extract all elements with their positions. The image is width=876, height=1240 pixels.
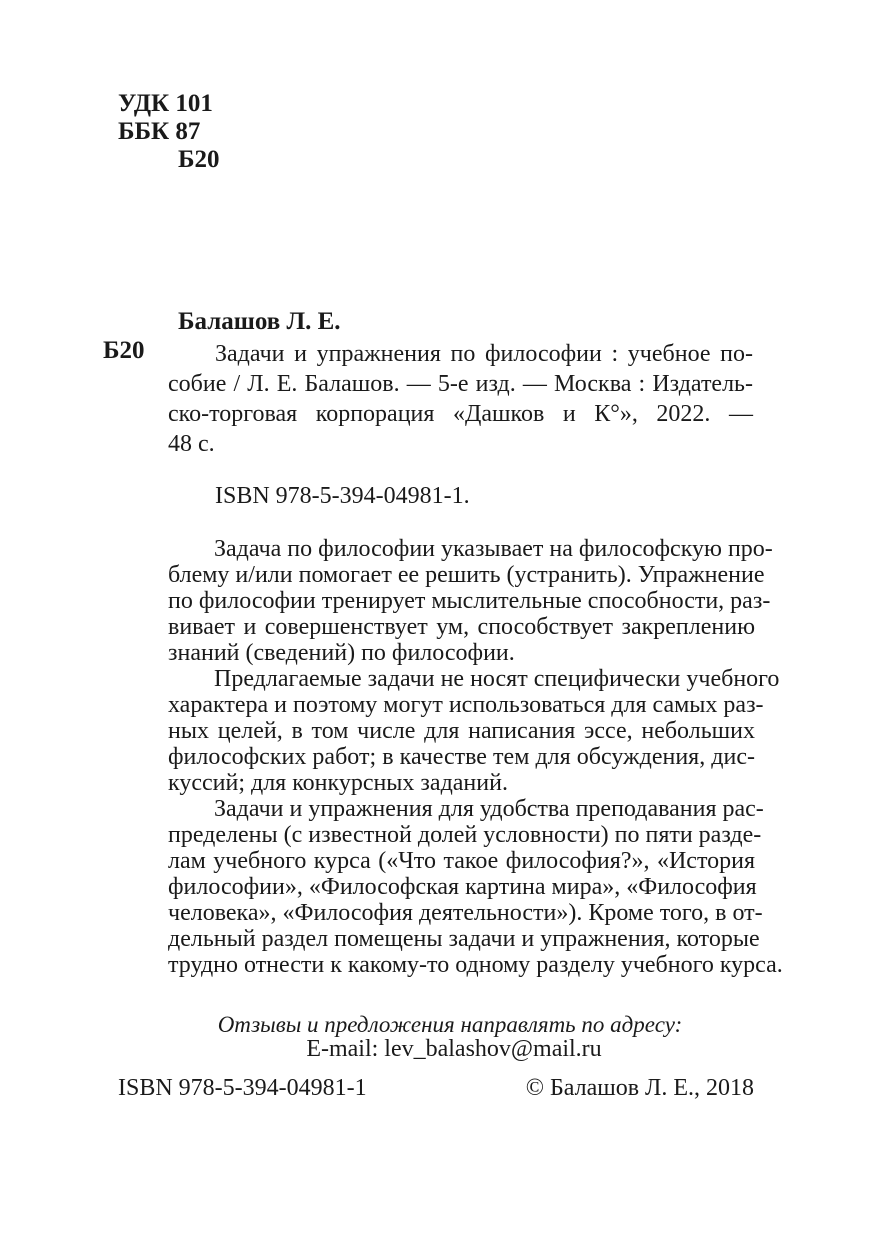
annotation-line: Предлагаемые задачи не носят специфически учебного	[214, 666, 780, 692]
footer-isbn: ISBN 978-5-394-04981-1	[118, 1075, 367, 1101]
annotation-paragraph	[168, 536, 773, 666]
bbk-code: ББК 87	[118, 118, 201, 145]
annotation-line: лам учебного курса («Что такое философия?», «История	[168, 848, 755, 874]
annotation-line: вивает и совершенствует ум, способствует закреплению	[168, 614, 755, 640]
entry-description	[168, 339, 753, 459]
contact-note: Отзывы и предложения направлять по адресу:	[217, 1012, 683, 1037]
annotation-line: Задачи и упражнения для удобства преподавания рас-	[214, 796, 764, 822]
annotation-paragraph	[168, 666, 780, 796]
annotation-line: Задача по философии указывает на философскую про-	[214, 536, 773, 562]
entry-index-mark: Б20	[103, 337, 145, 364]
annotation-line: знаний (сведений) по философии.	[168, 640, 515, 666]
annotation	[168, 536, 783, 978]
annotation-line: философских работ; в качестве тем для обсуждения, дис-	[168, 744, 755, 770]
author-mark: Б20	[178, 146, 220, 173]
description-line: 48 с.	[168, 431, 215, 457]
udk-code: УДК 101	[118, 90, 213, 117]
contact-email: E-mail: lev_balashov@mail.ru	[306, 1036, 602, 1062]
entry-author: Балашов Л. Е.	[178, 308, 341, 335]
annotation-line: характера и поэтому могут использоваться для самых раз-	[168, 692, 764, 718]
description-line: ско-торговая корпорация «Дашков и К°», 2022. —	[168, 401, 753, 427]
annotation-line: куссий; для конкурсных заданий.	[168, 770, 508, 796]
annotation-line: человека», «Философия деятельности»). Кроме того, в от-	[168, 900, 763, 926]
annotation-line: по философии тренирует мыслительные способности, раз-	[168, 588, 771, 614]
classification-codes	[118, 90, 220, 174]
annotation-paragraph	[168, 796, 783, 978]
entry-isbn: ISBN 978-5-394-04981-1.	[215, 483, 470, 509]
annotation-line: пределены (с известной долей условности) по пяти разде-	[168, 822, 762, 848]
annotation-line: ных целей, в том числе для написания эссе, небольших	[168, 718, 755, 744]
description-line: Задачи и упражнения по философии : учебное по-	[215, 341, 753, 367]
description-line: собие / Л. Е. Балашов. — 5-е изд. — Москва : Издатель-	[168, 371, 753, 397]
footer-copyright: © Балашов Л. Е., 2018	[525, 1075, 754, 1101]
annotation-line: философии», «Философская картина мира», «Философия	[168, 874, 757, 900]
annotation-line: дельный раздел помещены задачи и упражнения, которые	[168, 926, 760, 952]
annotation-line: трудно отнести к какому-то одному разделу учебного курса.	[168, 952, 783, 978]
annotation-line: блему и/или помогает ее решить (устранить). Упражнение	[168, 562, 765, 588]
